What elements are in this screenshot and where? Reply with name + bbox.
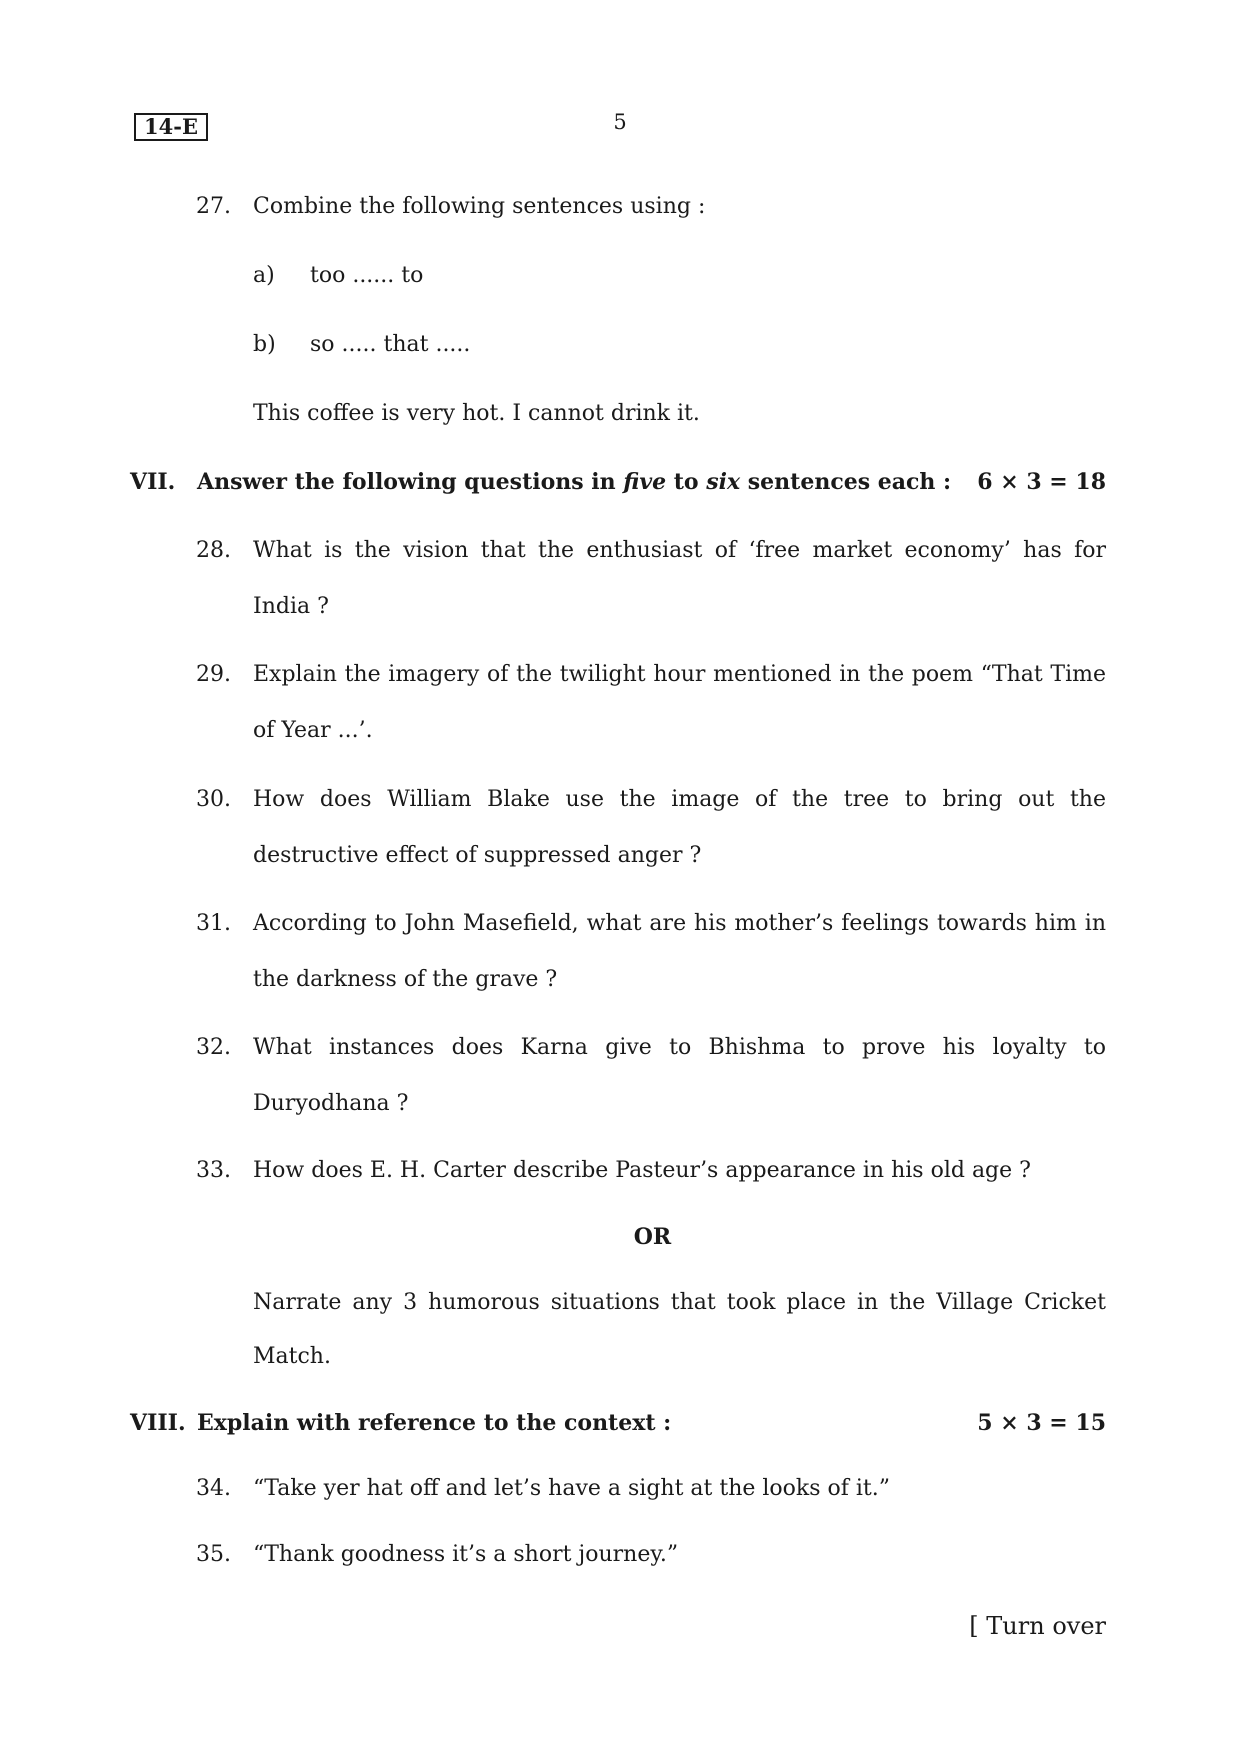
question-number: 35. (196, 1542, 231, 1567)
question-number: 29. (196, 662, 231, 687)
question-text-cont: of Year ...’. (253, 718, 373, 743)
section-number: VIII. (130, 1410, 186, 1436)
page-number: 5 (613, 110, 627, 134)
question-sentence: This coffee is very hot. I cannot drink it. (253, 401, 700, 426)
question-text: How does William Blake use the image of the tree to bring out the (253, 787, 1106, 812)
section-instruction: Explain with reference to the context : (197, 1410, 672, 1436)
alternative-question-text: Narrate any 3 humorous situations that took place in the Village Cricket (253, 1290, 1106, 1315)
question-number: 27. (196, 194, 231, 219)
paper-code-box: 14-E (134, 113, 208, 141)
question-text: What is the vision that the enthusiast of ‘free market economy’ has for (253, 538, 1106, 563)
question-number: 31. (196, 911, 231, 936)
question-text-cont: Duryodhana ? (253, 1091, 409, 1116)
question-text: What instances does Karna give to Bhishma to prove his loyalty to (253, 1035, 1106, 1060)
question-text-cont: India ? (253, 594, 329, 619)
question-number: 33. (196, 1158, 231, 1183)
section-marks: 6 × 3 = 18 (977, 469, 1106, 495)
question-number: 34. (196, 1476, 231, 1501)
question-text-cont: the darkness of the grave ? (253, 967, 558, 992)
or-divider: OR (633, 1224, 672, 1250)
question-text: How does E. H. Carter describe Pasteur’s appearance in his old age ? (253, 1158, 1031, 1183)
option-label: a) (253, 263, 275, 288)
alternative-question-text-cont: Match. (253, 1344, 331, 1369)
question-number: 30. (196, 787, 231, 812)
section-marks: 5 × 3 = 15 (977, 1410, 1106, 1436)
question-text: According to John Masefield, what are his mother’s feelings towards him in (253, 911, 1106, 936)
question-text: “Thank goodness it’s a short journey.” (253, 1542, 679, 1567)
question-text-cont: destructive effect of suppressed anger ? (253, 843, 702, 868)
question-text: “Take yer hat off and let’s have a sight at the looks of it.” (253, 1476, 891, 1501)
option-label: b) (253, 332, 276, 357)
section-number: VII. (130, 469, 176, 495)
turn-over-note: [ Turn over (969, 1612, 1106, 1640)
option-text: so ..... that ..... (310, 332, 471, 357)
question-text: Explain the imagery of the twilight hour mentioned in the poem “That Time (253, 662, 1106, 687)
section-instruction: Answer the following questions in five to six sentences each : (197, 469, 952, 495)
question-text: Combine the following sentences using : (253, 194, 706, 219)
question-number: 32. (196, 1035, 231, 1060)
question-number: 28. (196, 538, 231, 563)
option-text: too ...... to (310, 263, 424, 288)
